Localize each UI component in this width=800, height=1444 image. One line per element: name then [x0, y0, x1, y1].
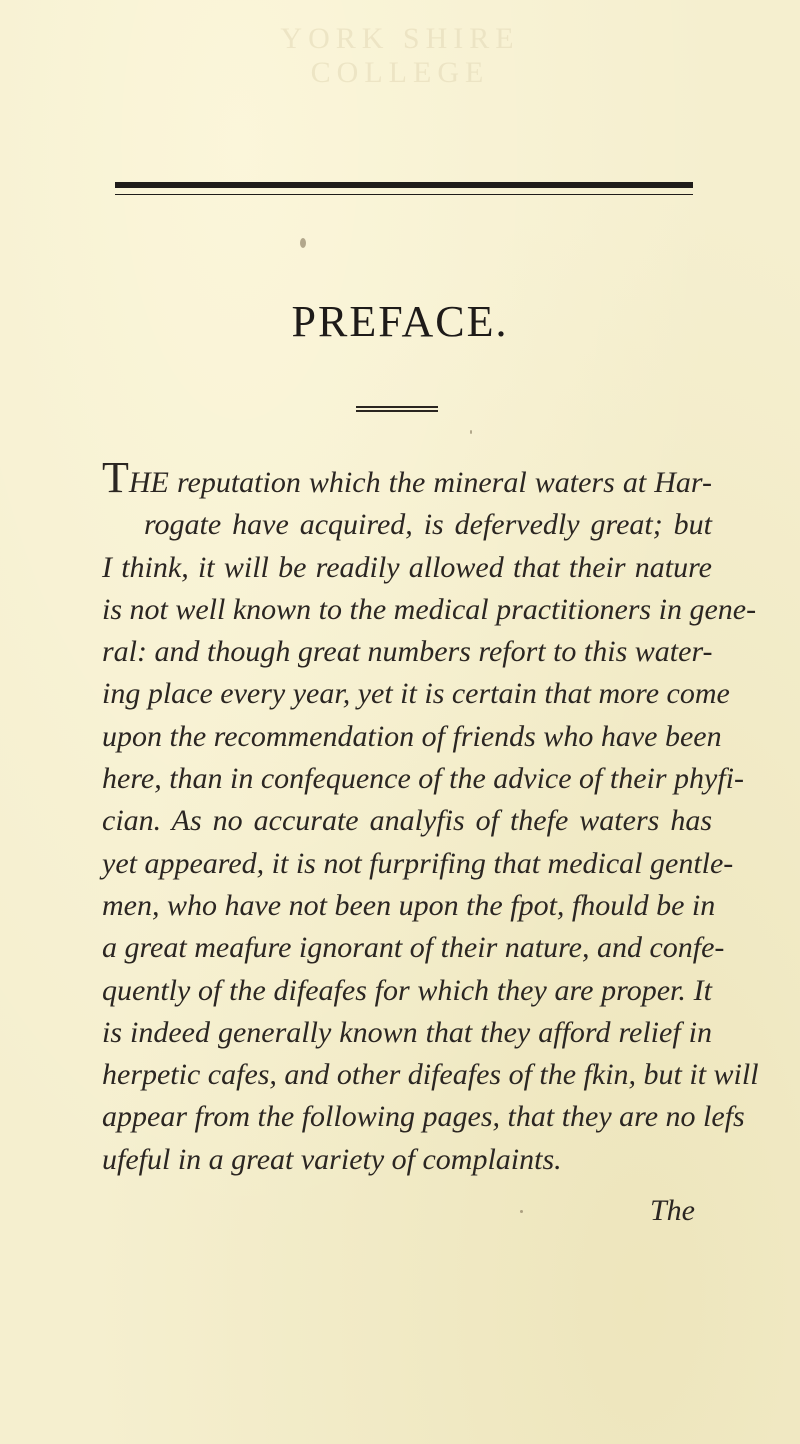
paragraph-line-15: herpetic cafes, and other difeafes of the fkin, but it will — [102, 1058, 759, 1092]
paragraph-line-1 — [102, 453, 712, 504]
library-stamp — [170, 22, 630, 102]
paragraph-line-11: men, who have not been upon the fpot, fhould be in — [102, 888, 716, 922]
paper-speck — [470, 430, 472, 434]
paragraph-line-9: cian. As no accurate analyfis of thefe waters has — [102, 804, 712, 838]
paragraph-line-7: upon the recommendation of friends who have been — [102, 719, 722, 753]
paper-speck — [300, 238, 306, 248]
paragraph-line-13: quently of the difeafes for which they are proper. It — [102, 973, 712, 1007]
preface-paragraph — [102, 453, 759, 1181]
paragraph-line-1-text: HE reputation which the mineral waters at Har- — [128, 466, 712, 499]
stamp-line-1: YORK SHIRE — [280, 22, 520, 55]
drop-cap: T — [102, 453, 129, 502]
paragraph-line-12: a great meafure ignorant of their nature, and confe- — [102, 931, 725, 965]
paragraph-line-2: rogate have acquired, is defervedly great; but — [144, 508, 712, 542]
paragraph-line-14: is indeed generally known that they afford relief in — [102, 1015, 712, 1049]
title-ornament — [356, 406, 438, 418]
page-title: PREFACE. — [291, 297, 509, 346]
paper-speck — [520, 1210, 523, 1213]
paragraph-line-5: ral: and though great numbers refort to this water- — [102, 635, 713, 669]
stamp-line-2: COLLEGE — [310, 56, 490, 89]
header-rule-thin — [115, 194, 693, 195]
paragraph-line-8: here, than in confequence of the advice of their phyfi- — [102, 762, 745, 796]
paragraph-line-10: yet appeared, it is not furprifing that medical gentle- — [102, 846, 734, 880]
paragraph-line-4: is not well known to the medical practitioners in gene- — [102, 592, 757, 626]
paragraph-line-6: ing place every year, yet it is certain that more come — [102, 677, 730, 711]
paragraph-line-3: I think, it will be readily allowed that their nature — [102, 550, 712, 584]
catchword: The — [650, 1194, 695, 1227]
paragraph-line-17: ufeful in a great variety of complaints. — [102, 1142, 562, 1176]
paragraph-line-16: appear from the following pages, that they are no lefs — [102, 1100, 745, 1134]
header-rule-thick — [115, 182, 693, 188]
